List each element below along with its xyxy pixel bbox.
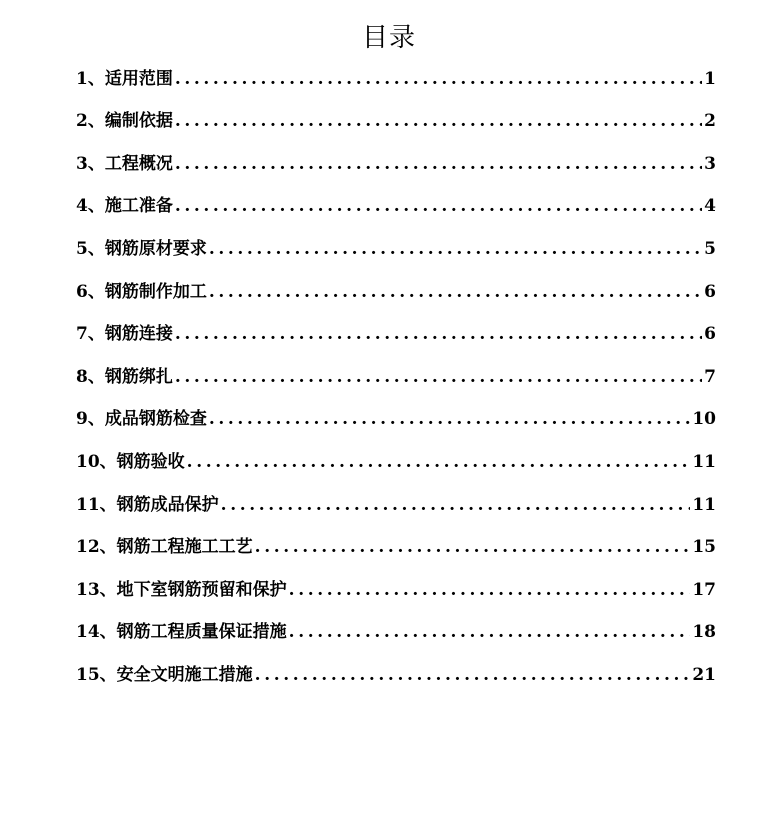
- toc-entry-page: 11: [692, 451, 716, 472]
- toc-entry[interactable]: [76, 557, 716, 600]
- toc-entry-page: 7: [704, 366, 716, 387]
- toc-entry-label: 8、钢筋绑扎: [76, 366, 173, 387]
- toc-dot-leader: [175, 196, 702, 216]
- toc-dot-leader: [221, 495, 691, 515]
- toc-entry-page: 18: [692, 622, 716, 643]
- toc-entry-page: 11: [692, 494, 716, 515]
- toc-entry[interactable]: [76, 46, 716, 89]
- toc-entry[interactable]: [76, 302, 716, 345]
- toc-entry[interactable]: [76, 600, 716, 643]
- toc-entry-label: 5、钢筋原材要求: [76, 238, 207, 259]
- toc-dot-leader: [175, 111, 702, 131]
- toc-entry-label: 13、地下室钢筋预留和保护: [76, 579, 287, 600]
- toc-entry[interactable]: [76, 429, 716, 472]
- toc-title: 目录: [361, 23, 416, 54]
- toc-entry-label: 2、编制依据: [76, 111, 173, 132]
- toc-entry-page: 15: [692, 537, 716, 558]
- toc-entry-label: 9、成品钢筋检查: [76, 409, 207, 430]
- toc-dot-leader: [255, 537, 691, 557]
- toc-dot-leader: [175, 69, 702, 89]
- toc-dot-leader: [209, 282, 702, 302]
- toc-list: [76, 46, 716, 685]
- toc-entry-label: 11、钢筋成品保护: [76, 494, 219, 515]
- toc-dot-leader: [175, 324, 702, 344]
- toc-entry-label: 7、钢筋连接: [76, 324, 173, 345]
- toc-entry-page: 5: [704, 238, 716, 259]
- toc-dot-leader: [289, 622, 691, 642]
- toc-entry-label: 1、适用范围: [76, 68, 173, 89]
- toc-entry-page: 10: [692, 409, 716, 430]
- toc-entry-label: 4、施工准备: [76, 196, 173, 217]
- toc-entry-page: 6: [704, 281, 716, 302]
- toc-entry-page: 17: [692, 579, 716, 600]
- toc-dot-leader: [175, 154, 702, 174]
- toc-entry-page: 2: [704, 111, 716, 132]
- toc-entry-page: 21: [692, 664, 716, 685]
- toc-entry[interactable]: [76, 216, 716, 259]
- toc-entry[interactable]: [76, 131, 716, 174]
- toc-entry[interactable]: [76, 472, 716, 515]
- toc-entry-label: 10、钢筋验收: [76, 451, 185, 472]
- toc-entry-label: 14、钢筋工程质量保证措施: [76, 622, 287, 643]
- toc-dot-leader: [209, 409, 690, 429]
- toc-dot-leader: [187, 452, 691, 472]
- toc-entry[interactable]: [76, 344, 716, 387]
- toc-entry-page: 3: [704, 153, 716, 174]
- toc-entry-label: 15、安全文明施工措施: [76, 664, 253, 685]
- toc-entry-label: 3、工程概况: [76, 153, 173, 174]
- toc-entry-label: 6、钢筋制作加工: [76, 281, 207, 302]
- toc-entry-page: 1: [704, 68, 716, 89]
- toc-dot-leader: [175, 367, 702, 387]
- toc-entry-page: 4: [704, 196, 716, 217]
- toc-entry-label: 12、钢筋工程施工工艺: [76, 537, 253, 558]
- toc-entry[interactable]: [76, 174, 716, 217]
- toc-entry-page: 6: [704, 324, 716, 345]
- toc-dot-leader: [289, 580, 691, 600]
- toc-dot-leader: [255, 665, 691, 685]
- toc-entry[interactable]: [76, 387, 716, 430]
- toc-dot-leader: [209, 239, 702, 259]
- toc-entry[interactable]: [76, 259, 716, 302]
- toc-entry[interactable]: [76, 89, 716, 132]
- toc-entry[interactable]: [76, 642, 716, 685]
- toc-entry[interactable]: [76, 515, 716, 558]
